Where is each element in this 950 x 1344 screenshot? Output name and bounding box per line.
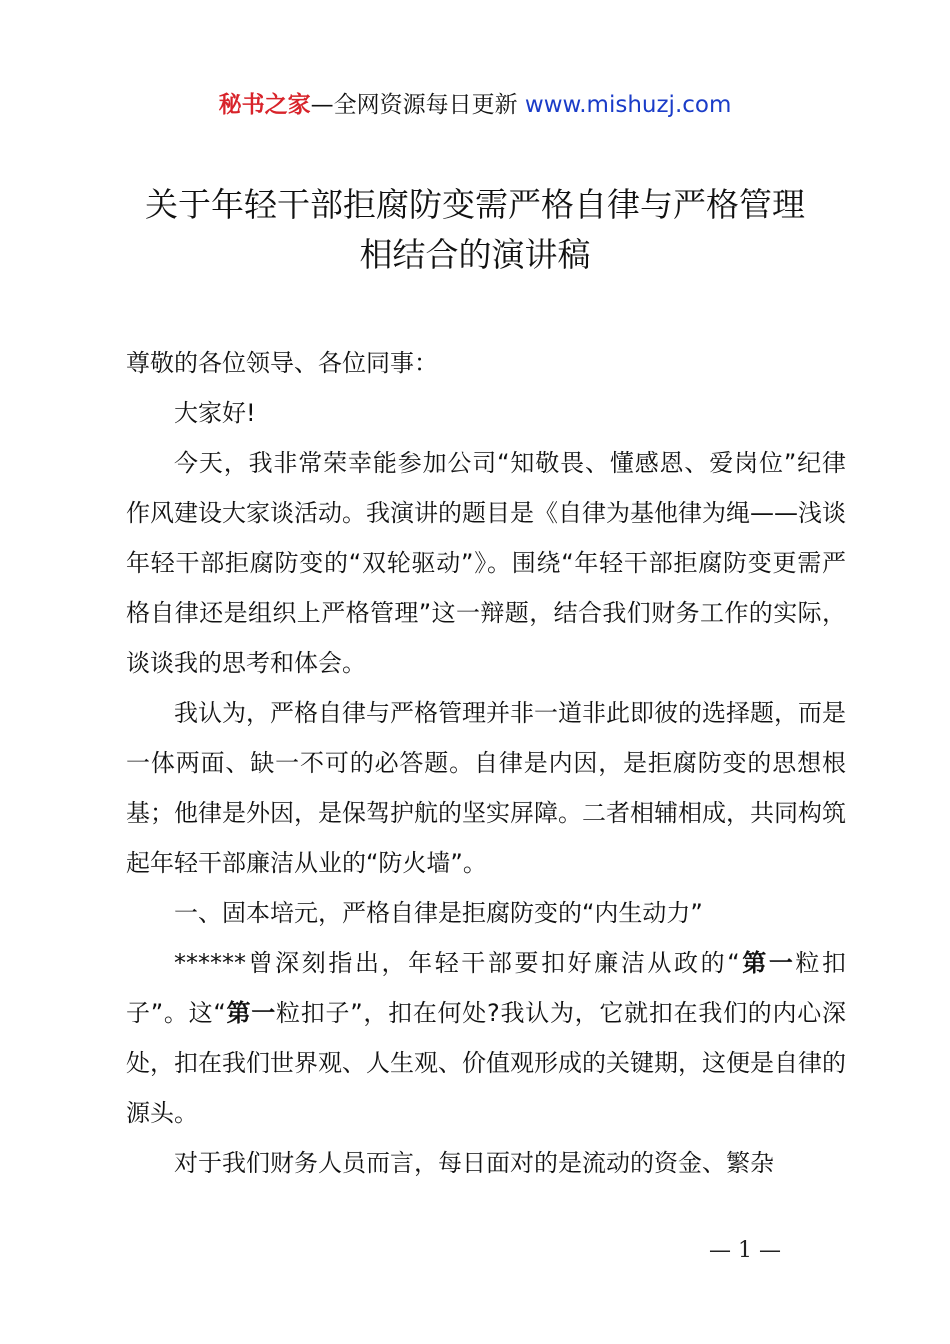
paragraph-3-part-e: 粒扣子”，扣在何处?我认为，它就扣在我们的内心深处，扣在我们世界观、人生观、价值观形成的关键期，这便是自律的源头。: [126, 999, 847, 1127]
document-body: [126, 338, 846, 1188]
paragraph-3: [126, 938, 846, 1138]
paragraph-2: 我认为，严格自律与严格管理并非一道非此即彼的选择题，而是一体两面、缺一不可的必答题。自律是内因，是拒腐防变的思想根基；他律是外因，是保驾护航的坚实屏障。二者相辅相成，共同构筑起年轻干部廉洁从业的“防火墙”。: [126, 699, 846, 877]
site-tagline: —全网资源每日更新: [310, 92, 518, 118]
greeting: 大家好!: [174, 399, 256, 427]
title-line-2: 相结合的演讲稿: [359, 235, 591, 274]
paragraph-1: 今天，我非常荣幸能参加公司“知敬畏、懂感恩、爱岗位”纪律作风建设大家谈活动。我演讲的题目是《自律为基他律为绳——浅谈年轻干部拒腐防变的“双轮驱动”》。围绕“年轻干部拒腐防变更需严格自律还是组织上严格管理”这一辩题，结合我们财务工作的实际，谈谈我的思考和体会。: [126, 449, 846, 677]
title-line-1: 关于年轻干部拒腐防变需严格自律与严格管理: [145, 185, 805, 224]
site-header: [0, 88, 950, 122]
salutation: 尊敬的各位领导、各位同事：: [126, 349, 438, 377]
site-url-link[interactable]: www.mishuzj.com: [524, 92, 732, 118]
paragraph-3-emphasis-2: 第一: [225, 999, 276, 1027]
paragraph-3-part-a: ******曾深刻指出，年轻干部要扣好廉洁从政的“: [174, 949, 740, 977]
site-brand: 秘书之家: [218, 92, 311, 118]
section-heading-1: 一、固本培元，严格自律是拒腐防变的“内生动力”: [174, 899, 703, 927]
document-title: [100, 180, 850, 280]
paragraph-4: 对于我们财务人员而言，每日面对的是流动的资金、繁杂: [174, 1149, 774, 1177]
paragraph-3-emphasis-1: 第一: [739, 949, 796, 977]
page-number: — 1 —: [709, 1238, 781, 1263]
paragraph-3-part-c: 粒扣子”。这“: [126, 949, 847, 1027]
